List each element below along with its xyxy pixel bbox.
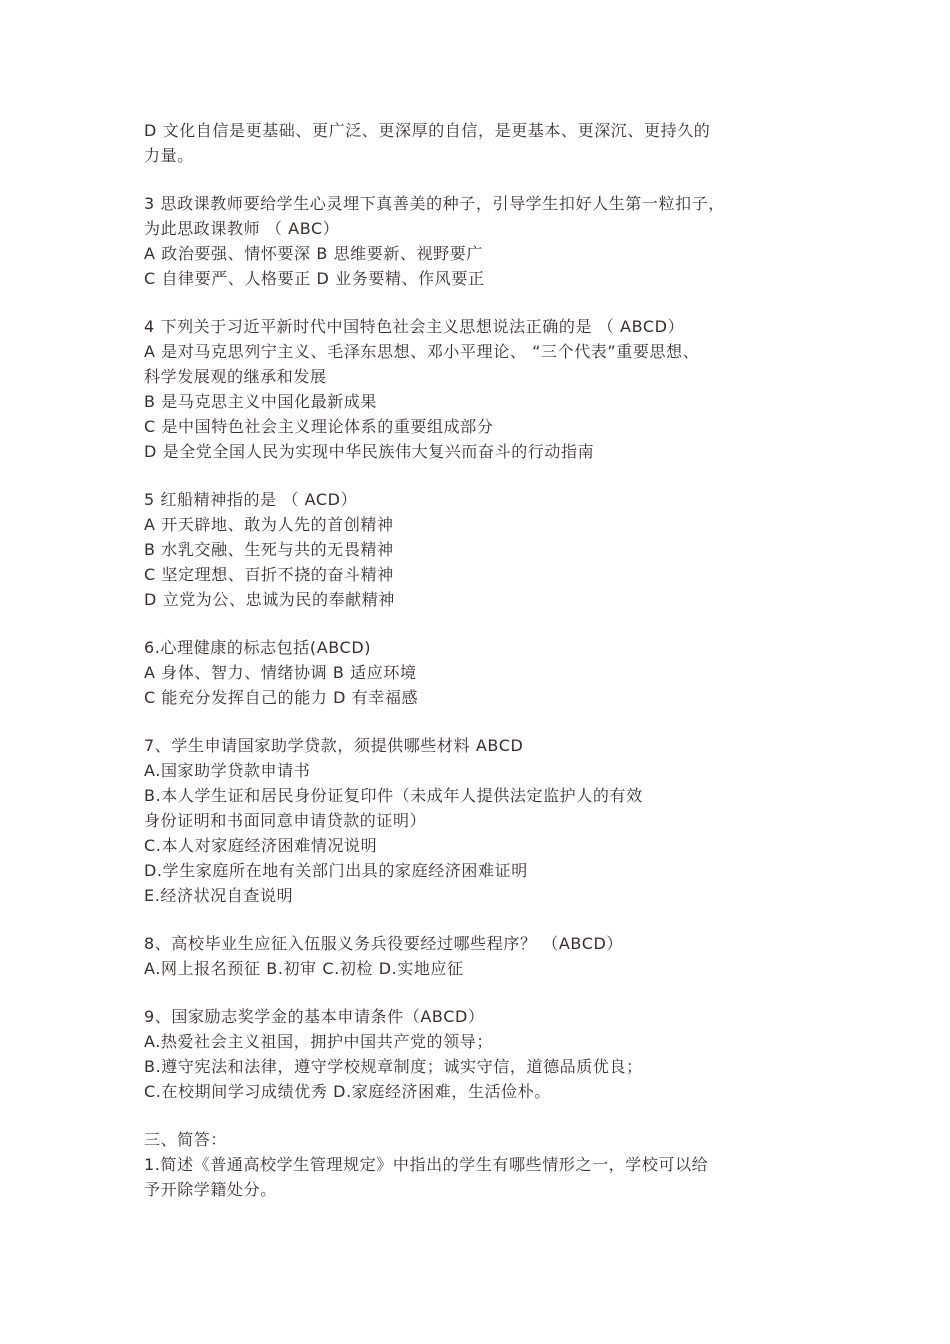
option-b-cont: 身份证明和书面同意申请贷款的证明） xyxy=(144,811,427,830)
question-5 xyxy=(144,487,824,612)
options-ab: A 政治要强、情怀要深 B 思维要新、视野要广 xyxy=(144,244,483,263)
options-cd: C 能充分发挥自己的能力 D 有幸福感 xyxy=(144,688,419,707)
short-answer-question-1-cont: 予开除学籍处分。 xyxy=(144,1180,277,1199)
section-short-answer xyxy=(144,1127,824,1202)
option-a: A 开天辟地、敢为人先的首创精神 xyxy=(144,515,394,534)
question-stem-cont: 为此思政课教师 （ ABC） xyxy=(144,219,340,238)
text-line: 力量。 xyxy=(144,146,194,165)
question-stem: 6.心理健康的标志包括(ABCD) xyxy=(144,638,372,657)
question-8 xyxy=(144,931,824,981)
option-d-line: D 文化自信是更基础、更广泛、更深厚的自信，是更基本、更深沉、更持久的 xyxy=(144,121,711,140)
question-stem: 7、学生申请国家助学贷款，须提供哪些材料 ABCD xyxy=(144,736,524,755)
option-c: C 坚定理想、百折不挠的奋斗精神 xyxy=(144,565,394,584)
option-a: A.热爱社会主义祖国，拥护中国共产党的领导； xyxy=(144,1032,493,1051)
question-6 xyxy=(144,635,824,710)
question-9 xyxy=(144,1004,824,1104)
options-ab: A 身体、智力、情绪协调 B 适应环境 xyxy=(144,663,417,682)
option-a: A 是对马克思列宁主义、毛泽东思想、邓小平理论、 “三个代表”重要思想、 xyxy=(144,342,700,361)
option-b: B.遵守宪法和法律，遵守学校规章制度；诚实守信，道德品质优良； xyxy=(144,1057,643,1076)
option-d: D 立党为公、忠诚为民的奉献精神 xyxy=(144,590,396,609)
short-answer-question-1: 1.简述《普通高校学生管理规定》中指出的学生有哪些情形之一，学校可以给 xyxy=(144,1155,709,1174)
option-b: B 是马克思主义中国化最新成果 xyxy=(144,392,378,411)
question-stem: 5 红船精神指的是 （ ACD） xyxy=(144,490,358,509)
option-a-cont: 科学发展观的继承和发展 xyxy=(144,367,327,386)
options-cd: C.在校期间学习成绩优秀 D.家庭经济困难，生活俭朴。 xyxy=(144,1082,551,1101)
question-stem: 3 思政课教师要给学生心灵埋下真善美的种子，引导学生扣好人生第一粒扣子， xyxy=(144,194,725,213)
question-7 xyxy=(144,733,824,908)
option-d: D 是全党全国人民为实现中华民族伟大复兴而奋斗的行动指南 xyxy=(144,442,595,461)
option-e: E.经济状况自查说明 xyxy=(144,886,294,905)
options: A.网上报名预征 B.初审 C.初检 D.实地应征 xyxy=(144,959,464,978)
option-c: C 是中国特色社会主义理论体系的重要组成部分 xyxy=(144,417,494,436)
question-3 xyxy=(144,191,824,291)
option-d: D.学生家庭所在地有关部门出具的家庭经济困难证明 xyxy=(144,861,528,880)
section-heading: 三、简答： xyxy=(144,1130,228,1149)
question-stem: 8、高校毕业生应征入伍服义务兵役要经过哪些程序？ （ABCD） xyxy=(144,934,623,953)
document-body xyxy=(144,118,824,1202)
option-a: A.国家助学贷款申请书 xyxy=(144,761,311,780)
option-c: C.本人对家庭经济困难情况说明 xyxy=(144,836,378,855)
options-cd: C 自律要严、人格要正 D 业务要精、作风要正 xyxy=(144,269,485,288)
question-stem: 9、国家励志奖学金的基本申请条件（ABCD） xyxy=(144,1007,485,1026)
question-stem: 4 下列关于习近平新时代中国特色社会主义思想说法正确的是 （ ABCD） xyxy=(144,317,685,336)
option-b: B 水乳交融、生死与共的无畏精神 xyxy=(144,540,394,559)
question-2-tail xyxy=(144,118,824,168)
option-b: B.本人学生证和居民身份证复印件（未成年人提供法定监护人的有效 xyxy=(144,786,643,805)
question-4 xyxy=(144,314,824,464)
